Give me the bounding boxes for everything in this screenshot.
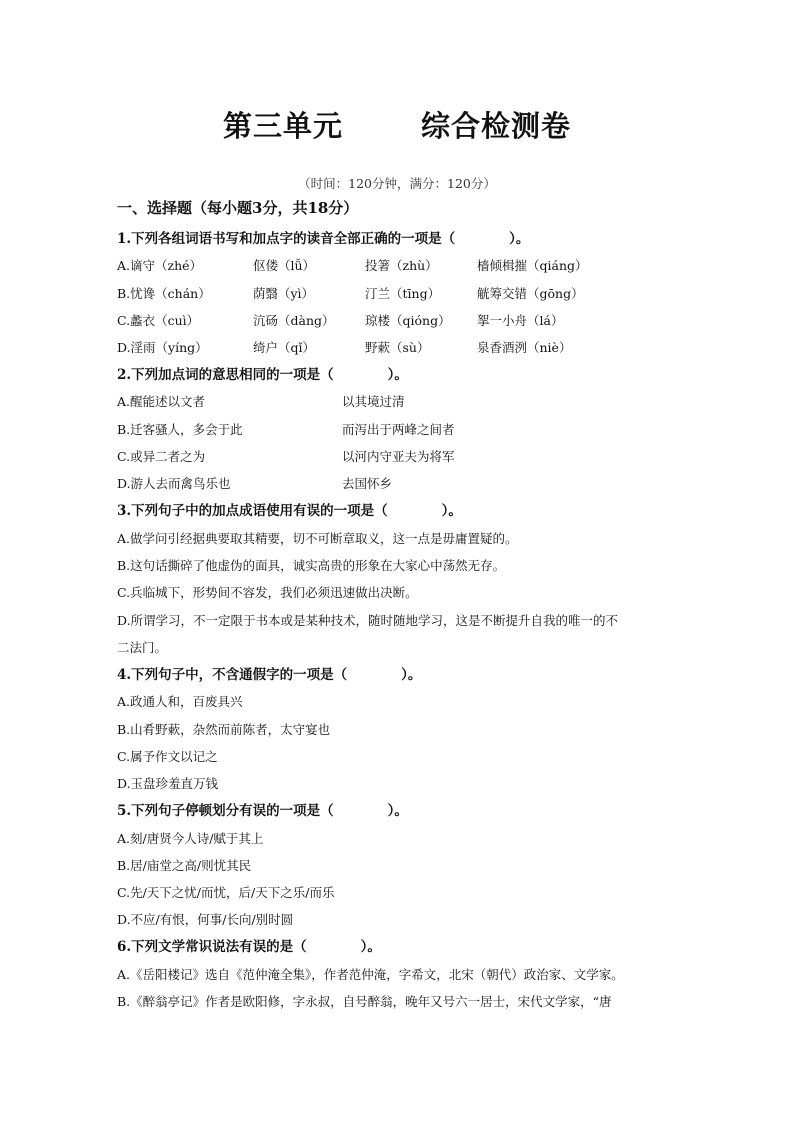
question-4-option-b: B.山肴野蔌，杂然而前陈者，太守宴也	[117, 722, 331, 737]
question-4-option-a: A.政通人和，百废具兴	[117, 694, 243, 709]
question-4-option-c: C.属予作文以记之	[117, 749, 218, 764]
q1-a-1: A.谪守（zhé）	[117, 258, 203, 273]
question-3-stem: 3.下列句子中的加点成语使用有误的一项是（ ）。	[117, 503, 462, 519]
question-2-stem: 2.下列加点词的意思相同的一项是（ ）。	[117, 367, 408, 383]
question-3-option-d: D.所谓学习，不一定限于书本或是某种技术，随时随地学习，这是不断提升自我的唯一的不	[117, 613, 619, 628]
q1-c-4: 挐一小舟（lá）	[477, 313, 564, 328]
q2-d-1: D.游人去而禽鸟乐也	[117, 476, 231, 491]
question-3-option-d-cont: 二法门。	[117, 640, 168, 655]
q1-d-1: D.淫雨（yíng）	[117, 340, 208, 355]
question-5-stem: 5.下列句子停顿划分有误的一项是（ ）。	[117, 803, 408, 819]
q1-b-3: 汀兰（tīng）	[365, 286, 441, 301]
q2-c-1: C.或异二者之为	[117, 449, 206, 464]
q2-d-2: 去国怀乡	[342, 476, 393, 491]
question-4-option-d: D.玉盘珍羞直万钱	[117, 776, 219, 791]
title-exam: 综合检测卷	[421, 109, 572, 143]
q1-b-2: 荫翳（yì）	[253, 286, 315, 301]
question-1-stem: 1.下列各组词语书写和加点字的读音全部正确的一项是（ ）。	[117, 231, 530, 247]
q2-b-1: B.迁客骚人，多会于此	[117, 422, 243, 437]
question-3-option-b: B.这句话撕碎了他虚伪的面具，诚实高贵的形象在大家心中荡然无存。	[117, 558, 506, 573]
q1-a-3: 投箸（zhù）	[365, 258, 438, 273]
section-heading: 一、选择题（每小题3分，共18分）	[117, 199, 359, 217]
q2-a-1: A.醒能述以文者	[117, 394, 206, 409]
q1-c-2: 沆砀（dàng）	[253, 313, 335, 328]
q2-c-2: 以河内守亚夫为将军	[342, 449, 455, 464]
question-6-stem: 6.下列文学常识说法有误的是（ ）。	[117, 939, 381, 955]
q1-d-4: 泉香酒洌（niè）	[477, 340, 572, 355]
question-3-option-c: C.兵临城下，形势间不容发，我们必须迅速做出决断。	[117, 585, 418, 600]
question-6-option-b: B.《醉翁亭记》作者是欧阳修，字永叔，自号醉翁，晚年又号六一居士，宋代文学家，“唐	[117, 994, 612, 1009]
exam-time-score: （时间：120分钟，满分：120分）	[298, 176, 496, 191]
q1-c-3: 琼楼（qióng）	[365, 313, 451, 328]
question-4-stem: 4.下列句子中，不含通假字的一项是（ ）。	[117, 667, 422, 683]
question-5-option-a: A.刻/唐贤今人诗/赋于其上	[117, 831, 264, 846]
q1-d-3: 野蔌（sù）	[365, 340, 430, 355]
page-title	[0, 104, 794, 145]
question-5-option-d: D.不应/有恨，何事/长向/别时圆	[117, 912, 294, 927]
question-5-option-c: C.先/天下之忧/而忧，后/天下之乐/而乐	[117, 885, 335, 900]
question-3-option-a: A.做学问引经据典要取其精要，切不可断章取义，这一点是毋庸置疑的。	[117, 531, 518, 546]
question-6-option-a: A.《岳阳楼记》选自《范仲淹全集》，作者范仲淹，字希文，北宋（朝代）政治家、文学家。	[117, 967, 624, 982]
q1-b-4: 觥筹交错（gōng）	[477, 286, 584, 301]
q1-b-1: B.忧谗（chán）	[117, 286, 211, 301]
q2-a-2: 以其境过清	[342, 394, 405, 409]
q1-a-2: 伛偻（lǚ）	[253, 258, 316, 273]
title-unit: 第三单元	[222, 109, 343, 143]
question-5-option-b: B.居/庙堂之高/则忧其民	[117, 858, 252, 873]
q1-c-1: C.蠡衣（cuì）	[117, 313, 200, 328]
q1-a-4: 樯倾楫摧（qiáng）	[477, 258, 588, 273]
q2-b-2: 而泻出于两峰之间者	[342, 422, 455, 437]
q1-d-2: 绮户（qǐ）	[253, 340, 315, 355]
